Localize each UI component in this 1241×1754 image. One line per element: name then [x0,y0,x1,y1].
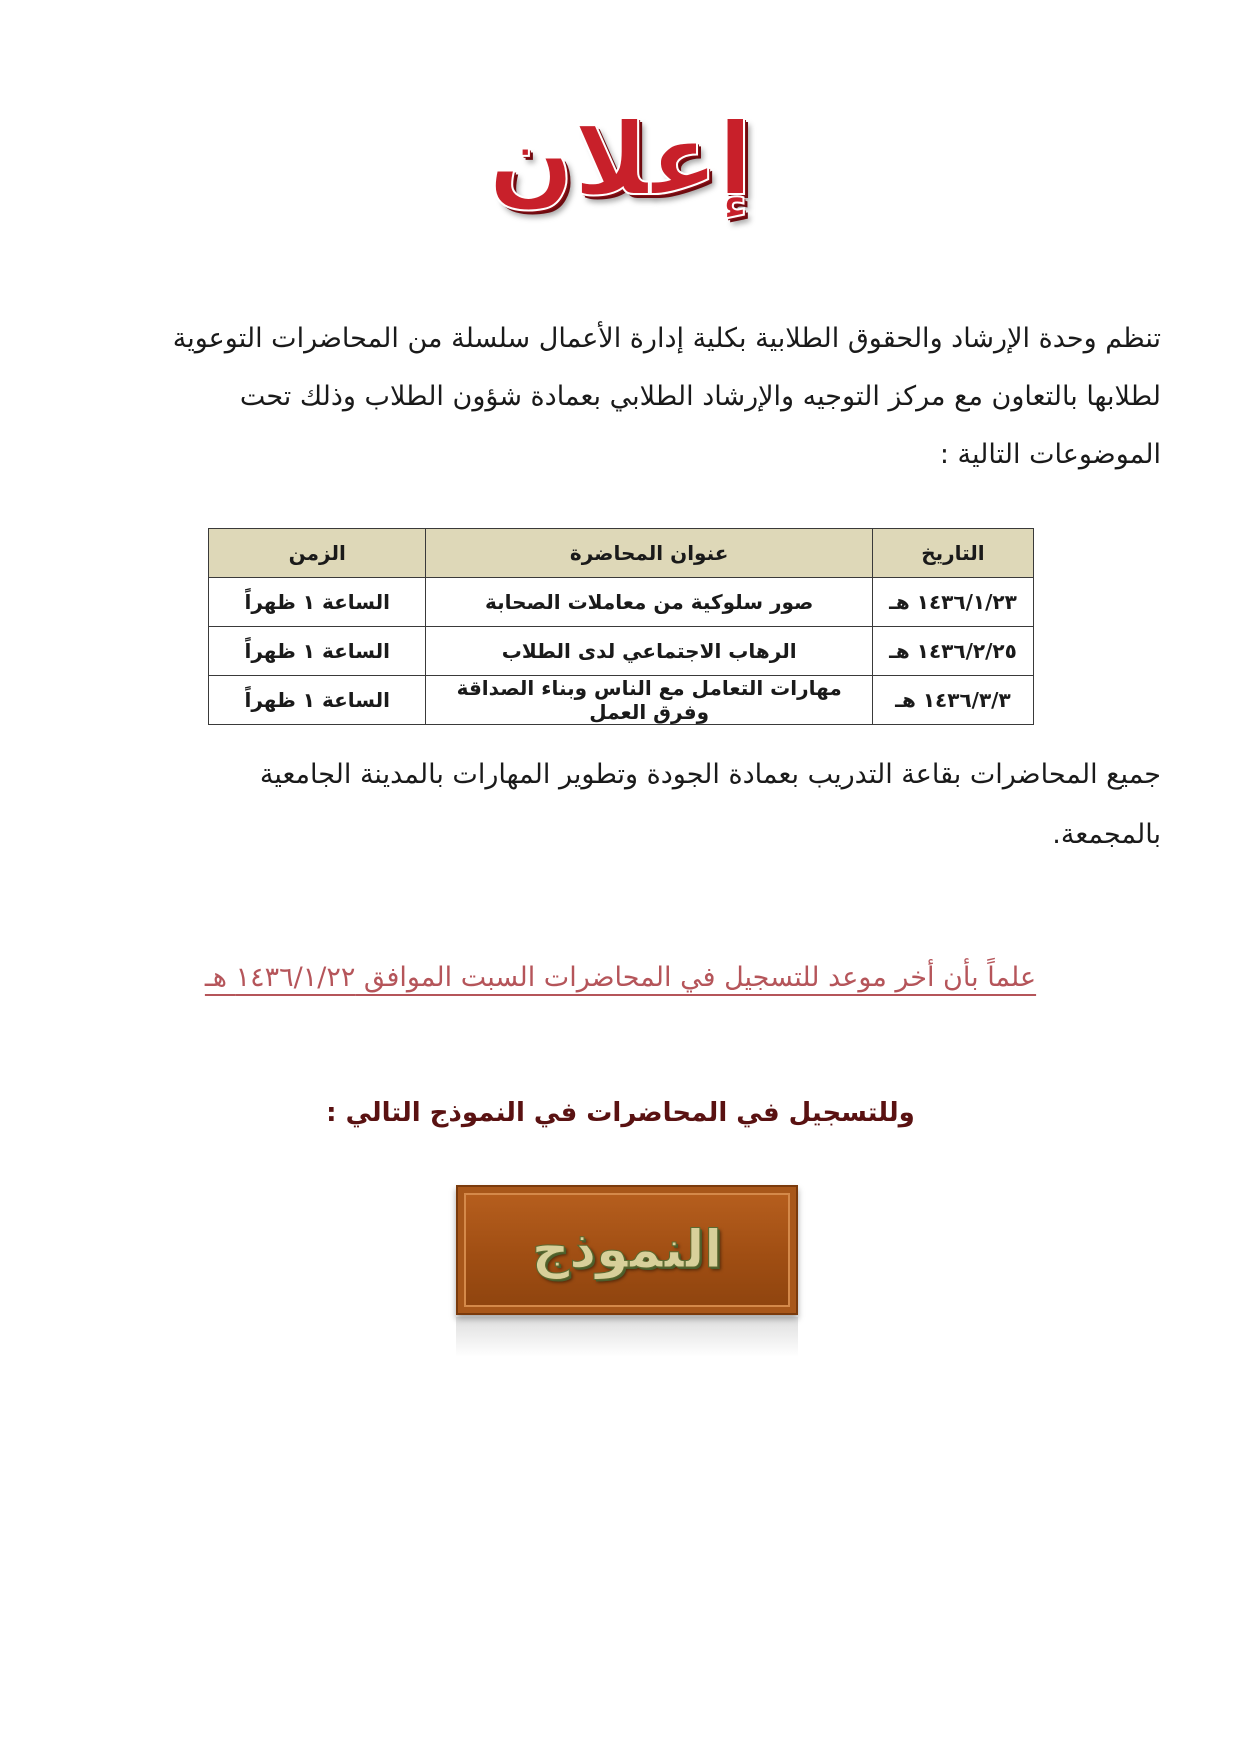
venue-line: بالمجمعة. [1052,819,1161,850]
registration-deadline-link[interactable]: علماً بأن أخر موعد للتسجيل في المحاضرات السبت الموافق ١٤٣٦/١/٢٢ هـ [204,962,1037,993]
registration-note: وللتسجيل في المحاضرات في النموذج التالي : [326,1098,915,1128]
header-title: عنوان المحاضرة [426,529,872,578]
intro-paragraph [81,310,1161,484]
cell-time: الساعة ١ ظهراً [209,578,426,627]
table-header-row [209,529,1034,578]
cell-title: صور سلوكية من معاملات الصحابة [426,578,872,627]
venue-line: جميع المحاضرات بقاعة التدريب بعمادة الجودة وتطوير المهارات بالمدينة الجامعية [259,759,1161,790]
cell-date: ١٤٣٦/١/٢٣ هـ [872,578,1033,627]
cell-title: مهارات التعامل مع الناس وبناء الصداقة وفرق العمل [426,676,872,725]
cell-time: الساعة ١ ظهراً [209,676,426,725]
table-row [209,676,1034,725]
form-button-label: النموذج [531,1220,723,1280]
intro-line: الموضوعات التالية : [939,439,1161,470]
page-title: إعلان [488,101,753,218]
table-row [209,578,1034,627]
registration-form-button[interactable] [456,1185,798,1315]
cell-date: ١٤٣٦/٣/٣ هـ [872,676,1033,725]
form-button-container [456,1185,798,1355]
lectures-table [208,528,1034,725]
intro-line: تنظم وحدة الإرشاد والحقوق الطلابية بكلية إدارة الأعمال سلسلة من المحاضرات التوعوية [172,323,1161,354]
header-date: التاريخ [872,529,1033,578]
intro-line: لطلابها بالتعاون مع مركز التوجيه والإرشاد الطلابي بعمادة شؤون الطلاب وذلك تحت [239,381,1161,412]
cell-time: الساعة ١ ظهراً [209,627,426,676]
table-row [209,627,1034,676]
venue-paragraph [81,745,1161,865]
cell-date: ١٤٣٦/٢/٢٥ هـ [872,627,1033,676]
header-time: الزمن [209,529,426,578]
button-reflection [456,1317,798,1357]
cell-title: الرهاب الاجتماعي لدى الطلاب [426,627,872,676]
